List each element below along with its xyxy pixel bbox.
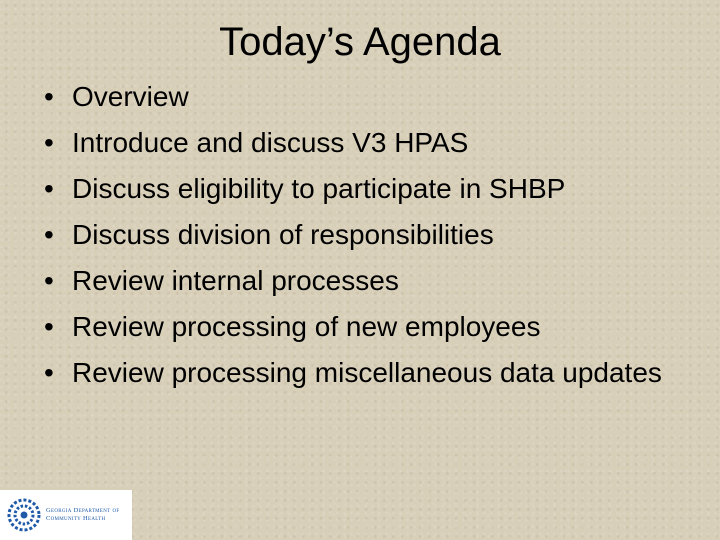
agenda-item-text: Review processing miscellaneous data updates	[72, 357, 662, 388]
agenda-item-text: Discuss eligibility to participate in SHBP	[72, 173, 566, 204]
organization-logo	[0, 490, 132, 540]
bullet-icon: •	[44, 81, 54, 112]
bullet-icon: •	[44, 311, 54, 342]
agenda-item	[44, 262, 684, 300]
agenda-item	[44, 354, 684, 392]
bullet-icon: •	[44, 357, 54, 388]
agenda-item-text: Review internal processes	[72, 265, 399, 296]
bullet-icon: •	[44, 127, 54, 158]
agenda-item	[44, 216, 684, 254]
agenda-list	[44, 78, 684, 400]
logo-text	[46, 507, 119, 523]
bullet-icon: •	[44, 265, 54, 296]
agenda-item	[44, 124, 684, 162]
agenda-item-text: Introduce and discuss V3 HPAS	[72, 127, 469, 158]
slide-title: Today’s Agenda	[219, 20, 501, 64]
logo-line-2: Community Health	[46, 515, 106, 522]
georgia-dch-logo-icon	[6, 497, 42, 533]
agenda-item-text: Overview	[72, 81, 189, 112]
agenda-item	[44, 308, 684, 346]
agenda-item-text: Discuss division of responsibilities	[72, 219, 494, 250]
agenda-item	[44, 78, 684, 116]
bullet-icon: •	[44, 219, 54, 250]
logo-line-1: Georgia Department of	[46, 507, 120, 514]
agenda-item	[44, 170, 684, 208]
bullet-icon: •	[44, 173, 54, 204]
agenda-item-text: Review processing of new employees	[72, 311, 541, 342]
